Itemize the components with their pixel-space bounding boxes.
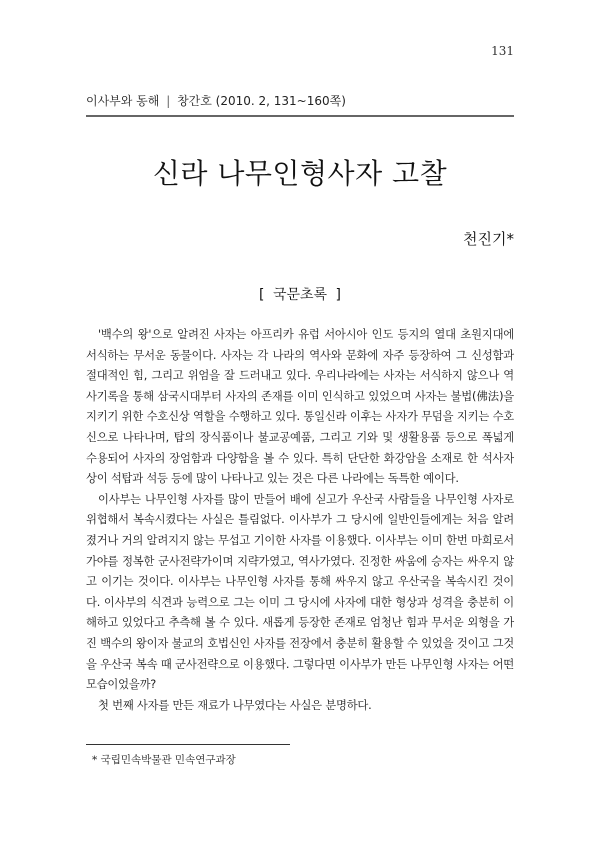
abstract-body xyxy=(86,325,514,716)
journal-header xyxy=(86,92,514,117)
journal-separator: | xyxy=(166,94,171,108)
author-name: 천진기* xyxy=(463,230,514,248)
journal-issue: 창간호 (2010. 2, 131~160쪽) xyxy=(177,94,346,108)
abstract-paragraph: 첫 번째 사자를 만든 재료가 나무였다는 사실은 분명하다. xyxy=(98,698,372,712)
abstract-paragraph: 이사부는 나무인형 사자를 많이 만들어 배에 싣고가 우산국 사람들을 나무인형 사자로 위협해서 복속시켰다는 사실은 틀림없다. 이사부가 그 당시에 일반인들에게는 처음 알려졌거나 거의 알려지지 않는 무섭고 기이한 사자를 이용했다. 이사부는 이미 한번 마희로서 가야를 정복한 군사전략가이며 지략가였고, 역사가였다. 진정한 싸움에 승자는 싸우지 않고 이기는 것이다. 이사부는 나무인형 사자를 통해 싸우지 않고 우산국을 복속시킨 것이다. 이사부의 식견과 능력으로 그는 이미 그 당시에 사자에 대한 형상과 성격을 충분히 이해하고 있었다고 추측해 볼 수 있다. 새롭게 등장한 존재로 엄청난 힘과 무서운 외형을 가진 백수의 왕이자 불교의 호법신인 사자를 전장에서 충분히 활용할 수 있었을 것이고 그것을 우산국 복속 때 군사전략으로 이용했다. 그렇다면 이사부가 만든 나무인형 사자는 어떤 모습이었을까? xyxy=(86,492,514,692)
abstract-heading-text: 국문초록 xyxy=(272,287,328,303)
paper-title: 신라 나무인형사자 고찰 xyxy=(152,157,448,190)
journal-name: 이사부와 동해 xyxy=(86,94,160,108)
abstract-bracket-close: ] xyxy=(335,287,341,303)
footnote: * 국립민속박물관 민속연구과장 xyxy=(92,754,236,766)
abstract-paragraph: '백수의 왕'으로 알려진 사자는 아프리카 유럽 서아시아 인도 등지의 열대 초원지대에 서식하는 무서운 동물이다. 사자는 각 나라의 역사와 문화에 자주 등장하여 그 신성함과 절대적인 힘, 그리고 위엄을 잘 드러내고 있다. 우리나라에는 사자는 서식하지 않으나 역사기록을 통해 삼국시대부터 사자의 존재를 이미 인식하고 있었으며 사자는 불법(佛法)을 지키기 위한 수호신상 역할을 수행하고 있다. 통일신라 이후는 사자가 무덤을 지키는 수호신으로 나타나며, 탑의 장식품이나 불교공예품, 그리고 기와 및 생활용품 등으로 폭넓게 수용되어 사자의 장엄함과 다양함을 볼 수 있다. 특히 단단한 화강암을 소재로 한 석사자상이 석탑과 석등 등에 많이 나타나고 있는 것은 다른 나라에는 독특한 예이다. xyxy=(86,328,514,486)
footnote-divider xyxy=(86,744,290,745)
abstract-heading xyxy=(0,284,600,304)
page-number: 131 xyxy=(491,44,514,58)
abstract-bracket-open: [ xyxy=(259,287,265,303)
